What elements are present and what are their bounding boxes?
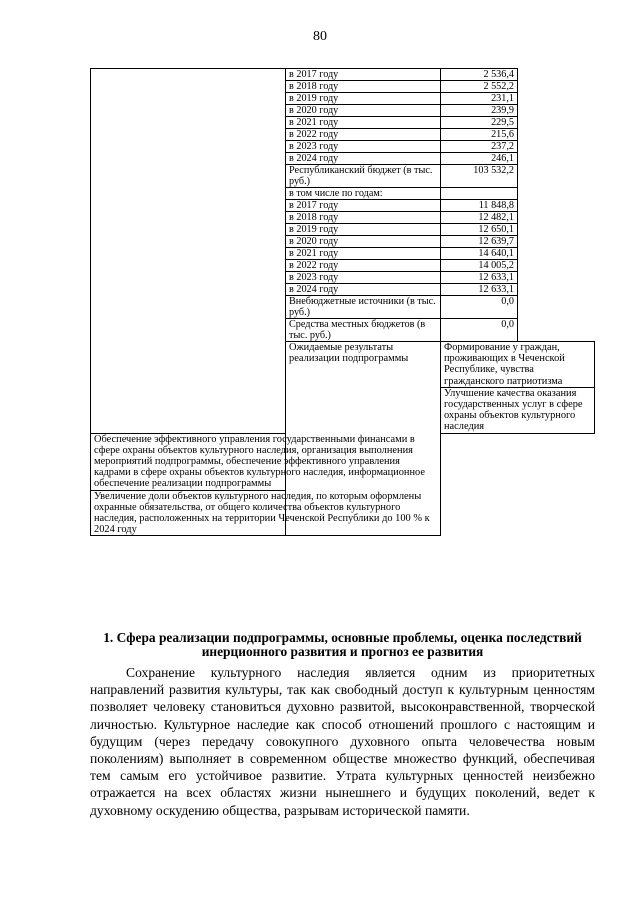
republic-budget-value: 103 532,2 [441,165,518,188]
amount-value: 12 639,7 [441,236,518,248]
including-by-years-label: в том числе по годам: [286,188,441,200]
year-label: в 2019 году [286,93,441,105]
amount-value: 12 633,1 [441,284,518,296]
year-label: в 2023 году [286,272,441,284]
extrabudget-value: 0,0 [441,296,518,319]
section-heading: 1. Сфера реализации подпрограммы, основные проблемы, оценка последствий инерционного развития и прогноз ее развития [103,630,582,659]
year-label: в 2024 году [286,153,441,165]
page-number: 80 [313,29,327,44]
section-body [90,664,595,819]
expected-result-item: Формирование у граждан, проживающих в Чеченской Республике, чувства гражданского патриотизма [441,342,595,388]
republic-budget-label: Республиканский бюджет (в тыс. руб.) [286,165,441,188]
local-budget-value: 0,0 [441,319,518,342]
amount-value: 2 536,4 [441,69,518,81]
expected-result-item: Обеспечение эффективного управления государственными финансами в сфере охраны объектов культурного наследия, организация выполнения мероприятий подпрограммы, обеспечение эффективного управления кадрами в сфере охраны объектов культурного наследия, информационное обеспечение реализации подпрограммы [91,433,441,490]
expected-result-item: Улучшение качества оказания государственных услуг в сфере охраны объектов культурного наследия [441,387,595,433]
extrabudget-label: Внебюджетные источники (в тыс. руб.) [286,296,441,319]
amount-value: 231,1 [441,93,518,105]
year-label: в 2018 году [286,212,441,224]
funding-table [90,68,595,536]
year-label: в 2018 году [286,81,441,93]
table-row [91,69,595,81]
year-label: в 2021 году [286,117,441,129]
funding-label-cell [91,69,286,434]
local-budget-label: Средства местных бюджетов (в тыс. руб.) [286,319,441,342]
amount-value: 12 650,1 [441,224,518,236]
amount-value: 12 633,1 [441,272,518,284]
year-label: в 2017 году [286,200,441,212]
section-paragraph: Сохранение культурного наследия является одним из приоритетных направлений развития культуры, так как свободный доступ к культурным ценностям позволяет человеку становиться духовно развитой, высоконравственной, творческой личностью. Культурное наследие как способ отношений прошлого с настоящим и будущим (через передачу совокупного духовного опыта человечества новым поколениям) выполняет в современном обществе множество функций, обеспечивая тем самым его устойчивое развитие. Утрата культурных ценностей неизбежно отражается на всех областях жизни нынешнего и будущих поколений, ведет к духовному оскудению общества, разрывам исторической памяти. [90,665,595,818]
amount-value: 239,9 [441,105,518,117]
year-label: в 2024 году [286,284,441,296]
empty-cell [441,188,518,200]
year-label: в 2017 году [286,69,441,81]
year-label: в 2022 году [286,260,441,272]
year-label: в 2023 году [286,141,441,153]
expected-result-item: Увеличение доли объектов культурного наследия, по которым оформлены охранные обязательства, от общего количества объектов культурного наследия, расположенных на территории Чеченской Республики до 100 % к 2024 году [91,490,441,536]
table-row [91,433,595,490]
amount-value: 14 640,1 [441,248,518,260]
amount-value: 12 482,1 [441,212,518,224]
year-label: в 2022 году [286,129,441,141]
amount-value: 11 848,8 [441,200,518,212]
year-label: в 2020 году [286,105,441,117]
amount-value: 14 005,2 [441,260,518,272]
year-label: в 2020 году [286,236,441,248]
amount-value: 246,1 [441,153,518,165]
expected-results-label: Ожидаемые результаты реализации подпрограммы [286,342,441,536]
table-row [91,490,595,536]
year-label: в 2019 году [286,224,441,236]
amount-value: 229,5 [441,117,518,129]
amount-value: 237,2 [441,141,518,153]
year-label: в 2021 году [286,248,441,260]
amount-value: 2 552,2 [441,81,518,93]
amount-value: 215,6 [441,129,518,141]
